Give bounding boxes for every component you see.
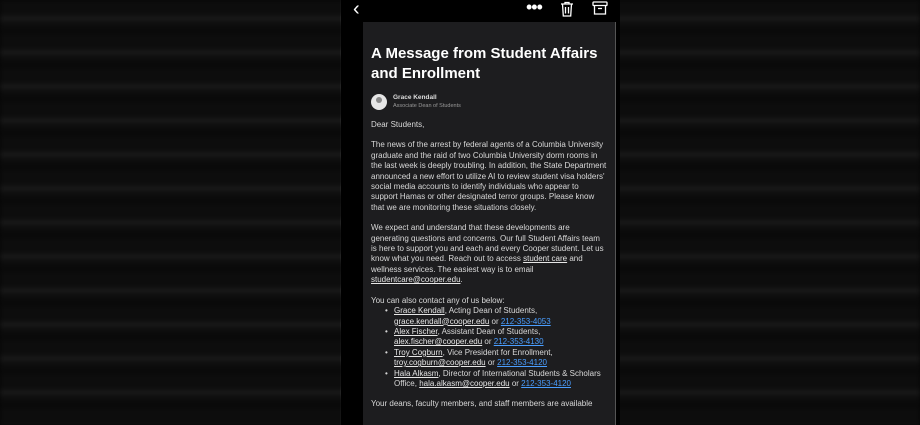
studentcare-email-link[interactable]: studentcare@cooper.edu bbox=[371, 275, 461, 285]
list-item bbox=[371, 369, 607, 390]
background-right bbox=[620, 0, 920, 425]
contact-phone-link[interactable]: 212-353-4053 bbox=[500, 316, 551, 326]
avatar[interactable] bbox=[371, 94, 387, 110]
list-item bbox=[371, 306, 607, 327]
paragraph-2-text: We expect and understand that these developments are generating questions and concerns. Our full Student Affairs team is here to support you and each and every Cooper student. Let us know what you need. Reach out to access bbox=[371, 223, 604, 264]
trash-icon[interactable] bbox=[560, 1, 574, 17]
back-icon[interactable]: ‹ bbox=[353, 0, 360, 20]
paragraph-1: The news of the arrest by federal agents of a Columbia University graduate and the raid of two Columbia University dorm rooms in the last week is deeply troubling. In addition, the State Department announced a new effort to utilize AI to review student visa holders' social media accounts to identify individuals who appear to support Hamas or other designated terror groups. Please know that we are monitoring these situations closely. bbox=[371, 140, 607, 212]
paragraph-2 bbox=[371, 223, 607, 285]
contact-email-link[interactable]: alex.fischer@cooper.edu bbox=[394, 337, 483, 347]
or-text: or bbox=[485, 358, 498, 368]
closing-paragraph: Your deans, faculty members, and staff members are available bbox=[371, 399, 593, 409]
contact-phone-link[interactable]: 212-353-4120 bbox=[521, 378, 571, 388]
contact-name-link[interactable]: Hala Alkasm bbox=[394, 368, 439, 378]
contact-role: , Assistant Dean of Students, bbox=[437, 326, 541, 336]
background-left bbox=[0, 0, 340, 425]
contact-email-link[interactable]: grace.kendall@cooper.edu bbox=[394, 316, 490, 326]
contact-phone-link[interactable]: 212-353-4120 bbox=[497, 358, 547, 368]
contact-role: , Acting Dean of Students, bbox=[444, 306, 538, 316]
sender-name: Grace Kendall bbox=[393, 94, 437, 101]
contact-name-link[interactable]: Alex Fischer bbox=[394, 326, 438, 336]
contact-phone-link[interactable]: 212-353-4130 bbox=[493, 337, 544, 347]
email-title: A Message from Student Affairs and Enrollment bbox=[371, 45, 598, 82]
mail-toolbar bbox=[341, 0, 620, 22]
paragraph-2-text: and wellness services. The easiest way is to email bbox=[371, 254, 583, 274]
sender-role: Associate Dean of Students bbox=[393, 103, 461, 109]
phone-screen bbox=[341, 0, 620, 425]
or-text: or bbox=[482, 337, 494, 347]
student-care-link[interactable]: student care bbox=[523, 254, 568, 264]
more-icon[interactable]: ••• bbox=[526, 0, 542, 17]
archive-icon[interactable] bbox=[592, 1, 608, 15]
or-text: or bbox=[509, 378, 522, 388]
contact-name-link[interactable]: Troy Cogburn bbox=[394, 347, 443, 357]
greeting: Dear Students, bbox=[371, 120, 425, 129]
contact-role: , Director of International Students & Scholars Office, bbox=[394, 368, 601, 388]
paragraph-2-text: . bbox=[460, 275, 463, 285]
contact-list bbox=[371, 306, 607, 389]
email-content bbox=[371, 120, 607, 410]
email-body bbox=[363, 22, 615, 425]
contact-email-link[interactable]: hala.alkasm@cooper.edu bbox=[419, 378, 510, 388]
contact-email-link[interactable]: troy.cogburn@cooper.edu bbox=[394, 358, 486, 368]
scroll-edge-divider bbox=[615, 22, 616, 425]
contact-role: , Vice President for Enrollment, bbox=[442, 347, 553, 357]
list-item bbox=[371, 348, 607, 369]
sender-block bbox=[371, 94, 607, 110]
contact-name-link[interactable]: Grace Kendall bbox=[394, 306, 445, 316]
or-text: or bbox=[489, 316, 501, 326]
list-item bbox=[371, 327, 607, 348]
contacts-intro: You can also contact any of us below: bbox=[371, 295, 505, 305]
